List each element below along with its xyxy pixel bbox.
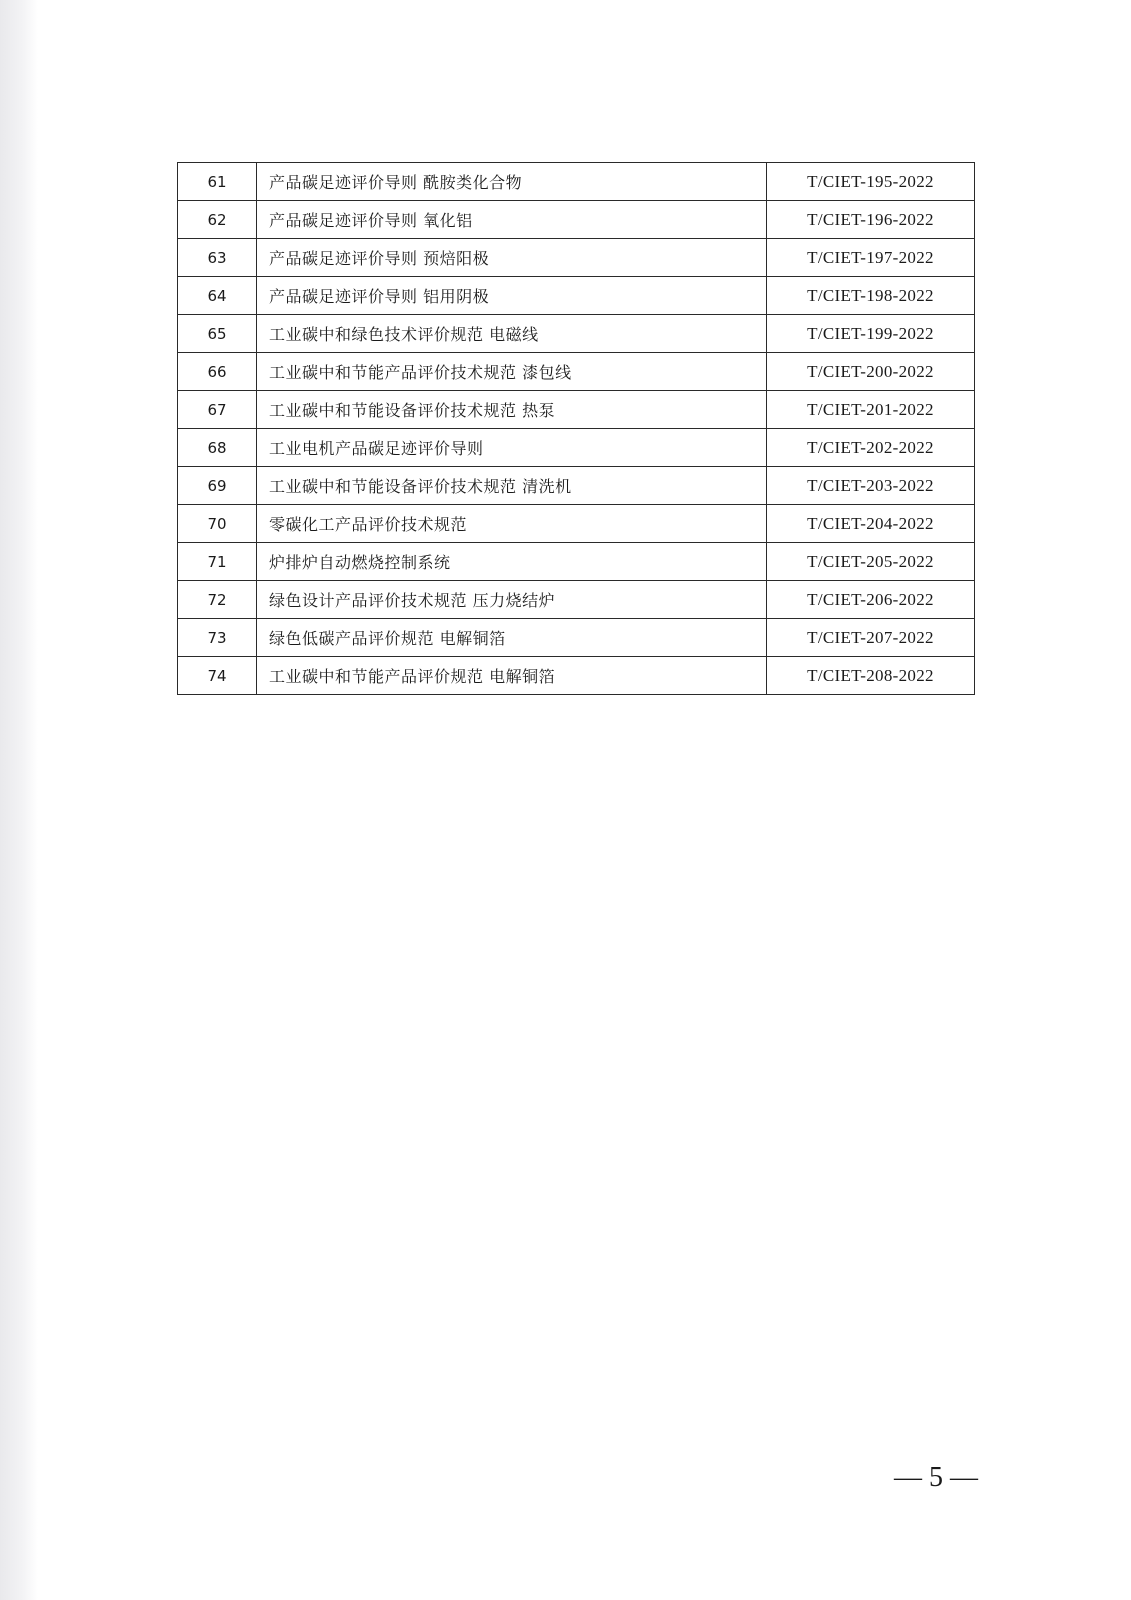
standards-table (177, 162, 975, 695)
standard-name: 产品碳足迹评价导则 铝用阴极 (257, 277, 767, 315)
standard-code: T/CIET-208-2022 (767, 657, 975, 695)
standard-name: 产品碳足迹评价导则 酰胺类化合物 (257, 163, 767, 201)
row-number: 72 (178, 581, 257, 619)
standard-code: T/CIET-205-2022 (767, 543, 975, 581)
table-row (178, 619, 975, 657)
standards-table-body (178, 163, 975, 695)
table-row (178, 505, 975, 543)
row-number: 63 (178, 239, 257, 277)
standard-code: T/CIET-201-2022 (767, 391, 975, 429)
standard-name: 工业碳中和节能产品评价技术规范 漆包线 (257, 353, 767, 391)
standard-code: T/CIET-200-2022 (767, 353, 975, 391)
standard-name: 工业碳中和节能设备评价技术规范 清洗机 (257, 467, 767, 505)
standard-code: T/CIET-203-2022 (767, 467, 975, 505)
table-row (178, 391, 975, 429)
row-number: 69 (178, 467, 257, 505)
table-row (178, 581, 975, 619)
standard-name: 零碳化工产品评价技术规范 (257, 505, 767, 543)
standard-name: 工业碳中和节能产品评价规范 电解铜箔 (257, 657, 767, 695)
table-row (178, 353, 975, 391)
table-row (178, 239, 975, 277)
standard-code: T/CIET-198-2022 (767, 277, 975, 315)
standard-name: 工业电机产品碳足迹评价导则 (257, 429, 767, 467)
standard-code: T/CIET-207-2022 (767, 619, 975, 657)
row-number: 65 (178, 315, 257, 353)
row-number: 61 (178, 163, 257, 201)
standard-name: 工业碳中和节能设备评价技术规范 热泵 (257, 391, 767, 429)
table-row (178, 657, 975, 695)
standard-code: T/CIET-204-2022 (767, 505, 975, 543)
table-row (178, 429, 975, 467)
standard-name: 绿色低碳产品评价规范 电解铜箔 (257, 619, 767, 657)
row-number: 66 (178, 353, 257, 391)
scan-page-edge (0, 0, 38, 1600)
row-number: 67 (178, 391, 257, 429)
table-row (178, 315, 975, 353)
standard-code: T/CIET-196-2022 (767, 201, 975, 239)
row-number: 68 (178, 429, 257, 467)
standard-code: T/CIET-206-2022 (767, 581, 975, 619)
standard-code: T/CIET-197-2022 (767, 239, 975, 277)
standard-code: T/CIET-195-2022 (767, 163, 975, 201)
standard-name: 绿色设计产品评价技术规范 压力烧结炉 (257, 581, 767, 619)
standard-code: T/CIET-202-2022 (767, 429, 975, 467)
row-number: 62 (178, 201, 257, 239)
row-number: 71 (178, 543, 257, 581)
standard-name: 产品碳足迹评价导则 预焙阳极 (257, 239, 767, 277)
row-number: 73 (178, 619, 257, 657)
table-row (178, 201, 975, 239)
page-number: — 5 — (894, 1462, 978, 1493)
standard-name: 炉排炉自动燃烧控制系统 (257, 543, 767, 581)
row-number: 70 (178, 505, 257, 543)
standard-name: 产品碳足迹评价导则 氧化铝 (257, 201, 767, 239)
table-row (178, 467, 975, 505)
standard-code: T/CIET-199-2022 (767, 315, 975, 353)
table-row (178, 163, 975, 201)
table-row (178, 277, 975, 315)
row-number: 64 (178, 277, 257, 315)
table-row (178, 543, 975, 581)
row-number: 74 (178, 657, 257, 695)
standard-name: 工业碳中和绿色技术评价规范 电磁线 (257, 315, 767, 353)
